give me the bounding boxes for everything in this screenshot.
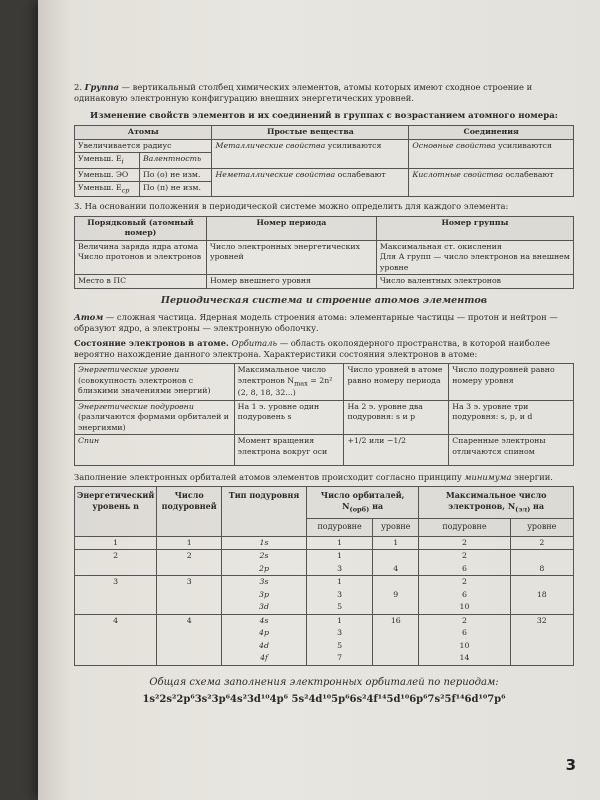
table-row: 3 3 3s 1 2 bbox=[75, 576, 574, 589]
position-table: Порядковый (атомный номер) Номер периода Номер группы Величина заряда ядра атома Число протонов и электронов Число электронных энергетических уровней Максимальная ст. окисления Для А групп — число электронов на внешнем уровне Место в ПС Номер внешнего уровня Число валентных электронов bbox=[74, 216, 574, 289]
atom-definition: Атом — сложная частица. Ядерная модель строения атома: элементарные частицы — протон и нейтрон — образуют ядро, а электроны — электронную оболочку. bbox=[74, 311, 558, 334]
scheme-title: Общая схема заполнения электронных орбиталей по периодам: bbox=[149, 676, 499, 688]
section-title: Периодическая система и строение атомов элементов bbox=[160, 294, 488, 306]
page-content bbox=[74, 82, 574, 707]
page-number: 3 bbox=[565, 756, 576, 774]
table-row: 4 4 4s 1 16 2 32 bbox=[75, 614, 574, 627]
table-row: 4f 7 14 bbox=[75, 652, 574, 665]
position-text: 3. На основании положения в периодической системе можно определить для каждого элемента: bbox=[74, 201, 509, 212]
table-row: 1 1 1s 1 1 2 2 bbox=[75, 536, 574, 550]
table-row: 2p 3 4 6 8 bbox=[75, 563, 574, 576]
state-definition: Состояние электронов в атоме. Орбиталь — область околоядерного пространства, в которой наиболее вероятно нахождение данного электрона. Характеристики состояния электронов в атоме: bbox=[74, 337, 550, 359]
table-row: 4p 3 6 bbox=[75, 627, 574, 640]
table-row: 2 2 2s 1 2 bbox=[75, 550, 574, 563]
group-definition: 2. Группа — вертикальный столбец химических элементов, атомы которых имеют сходное строение и одинаковую электронную конфигурацию внешних энергетических уровней. bbox=[74, 82, 533, 104]
table1-title: Изменение свойств элементов и их соединений в группах с возрастанием атомного номера: bbox=[90, 110, 558, 121]
filling-principle: Заполнение электронных орбиталей атомов элементов происходит согласно принципу минимума энергии. bbox=[74, 472, 553, 483]
table-row: 3d 5 10 bbox=[75, 601, 574, 614]
table-row: 4d 5 10 bbox=[75, 640, 574, 653]
group-properties-table: Атомы Простые вещества Соединения Увеличивается радиус Металлические свойства усиливаются Основные свойства усиливаются Уменьш. $E_i$ Валентность Уменьш. ЭО По (о) не изм. Неметаллические свойства ослабевают Кислотные свойства ослабевают Уменьш. $E_{ср}$ По (п) не изм. bbox=[74, 125, 574, 197]
table-row: 3p 3 9 6 18 bbox=[75, 589, 574, 602]
book-page bbox=[38, 0, 600, 800]
orbitals-table: Энергетический уровень n Число подуровней Тип подуровня Число орбиталей, $N_{(орб)}$ на Максимальное число электронов, $N_{(эл)}$ на подуровне уровне подуровне уровне 1 1 1s 1 1 2 2 2 2 2s 1 2 2p 3 4 6 8 3 3 3s 1 2 3p 3 9 6 18 3d 5 10 4 4 4s 1 16 2 32 4p 3 6 4d 5 10 4f 7 14 bbox=[74, 486, 574, 665]
filling-formula: 1s²2s²2p⁶3s²3p⁶4s²3d¹⁰4p⁶ 5s²4d¹⁰5p⁶6s²4f¹⁴5d¹⁰6p⁶7s²5f¹⁴6d¹⁰7p⁶ bbox=[142, 694, 506, 706]
electron-state-table: Энергетические уровни (совокупность электронов с близкими значениями энергий) Максимальное число электронов $N_{max} = 2n^2$ (2, 8, 18, 32...) Число уровней в атоме равно номеру периода Число подуровней равно номеру уровня Энергетические подуровни (различаются формами орбиталей и энергиями) На 1 э. уровне один подуровень s На 2 э. уровне два подуровня: s и p На 3 э. уровне три подуровня: s, p, и d Спин Момент вращения электрона вокруг оси +1/2 или −1/2 Спаренные электроны отличаются спином bbox=[74, 363, 574, 466]
